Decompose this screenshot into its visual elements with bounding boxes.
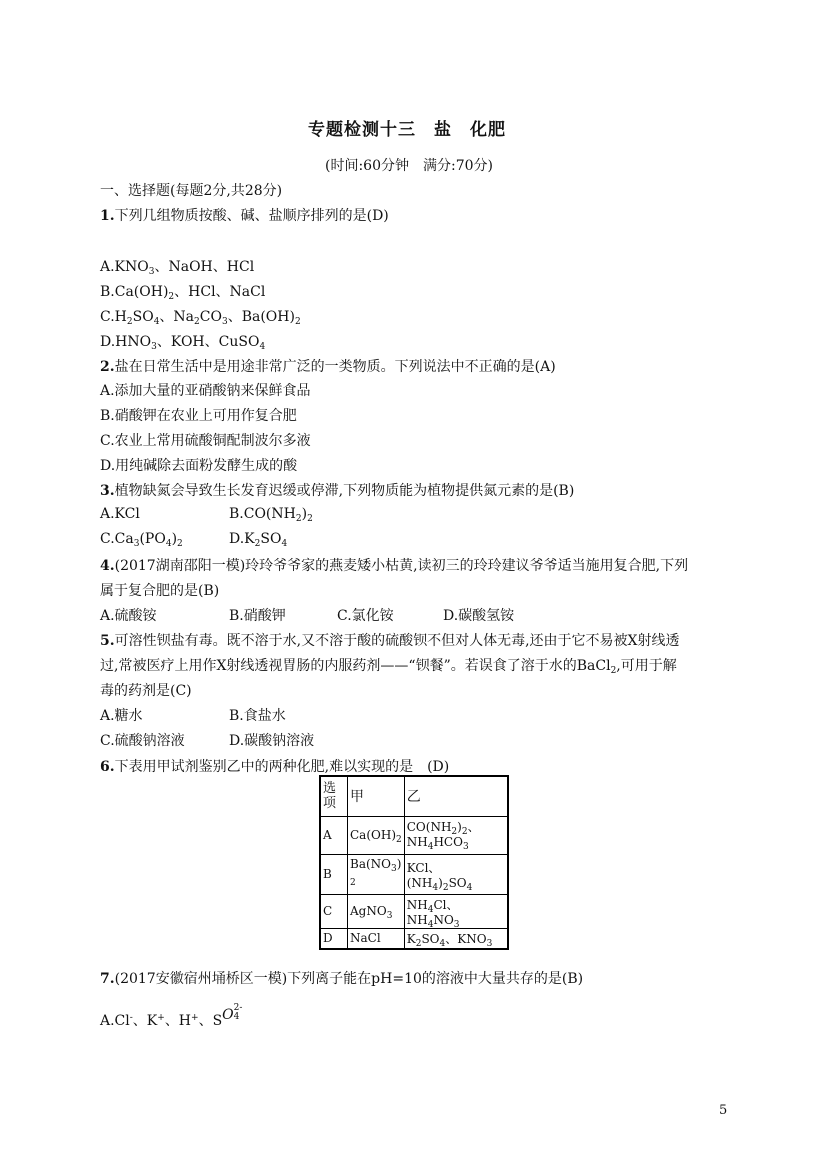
text: 、HCl、NaCl <box>174 284 266 300</box>
cell-yi <box>404 816 508 854</box>
text: Ca(OH) <box>350 828 397 842</box>
cell-yi <box>404 854 508 894</box>
text: A.KNO <box>100 259 149 275</box>
header-option: 选项 <box>320 776 348 816</box>
question-1 <box>100 205 389 225</box>
subscript: 2 <box>415 938 422 949</box>
question-6 <box>100 756 449 776</box>
ion-charge-stack <box>234 1004 243 1022</box>
text: 、H <box>164 1013 192 1029</box>
superscript: - <box>129 1013 133 1023</box>
question-number: 6. <box>100 759 115 775</box>
cell-jia <box>348 816 405 854</box>
question-2 <box>100 356 556 376</box>
subscript: 3 <box>133 539 140 549</box>
subscript: 2 <box>294 317 301 327</box>
subscript: 3 <box>391 864 397 874</box>
question-3 <box>100 480 574 500</box>
subscript: 4 <box>432 882 439 893</box>
question-4-line2: 属于复合肥的是(B) <box>100 583 220 599</box>
text: ) <box>457 820 462 834</box>
subscript: 3 <box>486 938 493 949</box>
text: O <box>222 1007 234 1023</box>
text: 、NaOH、HCl <box>154 259 255 275</box>
subscript: 2 <box>177 539 183 549</box>
q5-option-c: C.硫酸钠溶液 <box>100 733 185 749</box>
text: NO <box>433 912 454 927</box>
subscript: 2 <box>442 882 449 893</box>
table-row <box>320 816 508 854</box>
q2-option-b: B.硝酸钾在农业上可用作复合肥 <box>100 408 297 424</box>
q3-option-d <box>229 531 287 547</box>
text: SO <box>421 931 440 946</box>
text: 过,常被医疗上用作X射线透视胃肠的内服药剂——“钡餐”。若误食了溶于水的BaCl <box>100 658 611 674</box>
table-header-row <box>320 776 508 816</box>
text: D.HNO <box>100 334 152 350</box>
text: CO <box>199 309 222 325</box>
question-stem: 下列几组物质按酸、碱、盐顺序排列的是(D) <box>114 208 389 224</box>
subscript: 4 <box>427 842 434 852</box>
question-number: 1. <box>100 208 115 224</box>
subscript: 3 <box>453 919 460 930</box>
text: SO <box>448 875 467 890</box>
q4-option-a: A.硫酸铵 <box>100 608 157 624</box>
subscript: 3 <box>386 911 393 921</box>
header-yi: 乙 <box>404 776 508 816</box>
subscript: 2 <box>396 835 402 845</box>
table-row <box>320 894 508 928</box>
q1-option-c <box>100 306 301 326</box>
text: ) <box>396 857 402 871</box>
text: 、KNO <box>445 931 487 946</box>
question-number: 5. <box>100 633 115 649</box>
text: C.Ca <box>100 531 134 547</box>
question-4 <box>100 555 688 575</box>
q1-option-b <box>100 281 265 301</box>
subscript: 4 <box>439 938 446 949</box>
subscript: 2 <box>254 539 261 549</box>
question-5-line2 <box>100 655 677 675</box>
question-stem: 盐在日常生活中是用途非常广泛的一类物质。下列说法中不正确的是(A) <box>114 359 556 375</box>
text: A.Cl <box>100 1013 130 1029</box>
q1-option-a <box>100 256 254 276</box>
q2-option-a: A.添加大量的亚硝酸钠来保鲜食品 <box>100 383 311 399</box>
subscript: 4 <box>281 539 288 549</box>
question-number: 4. <box>100 558 115 574</box>
q1-option-d <box>100 331 265 351</box>
q4-option-b: B.硝酸钾 <box>229 608 286 624</box>
subscript: 4 <box>427 904 434 915</box>
q7-option-a <box>100 1003 243 1030</box>
subscript: 2 <box>610 666 617 676</box>
header-jia: 甲 <box>348 776 405 816</box>
page-title: 专题检测十三 盐 化肥 <box>308 120 506 140</box>
q5-option-a: A.糖水 <box>100 708 143 724</box>
q4-option-d: D.碳酸氢铵 <box>443 608 515 624</box>
exam-meta: (时间:60分钟 满分:70分) <box>325 158 493 174</box>
text: Ba(NO <box>350 857 391 871</box>
question-stem: (2017安徽宿州埇桥区一模)下列离子能在pH=10的溶液中大量共存的是(B) <box>114 971 584 987</box>
text: B.Ca(OH) <box>100 284 169 300</box>
q2-option-d: D.用纯碱除去面粉发酵生成的酸 <box>100 458 298 474</box>
cell-yi <box>404 928 508 949</box>
subscript: 3 <box>148 267 155 277</box>
text: C.H <box>100 309 127 325</box>
text: KCl、(NH <box>406 860 441 890</box>
subscript: 4 <box>153 317 160 327</box>
q3-option-b <box>229 506 313 522</box>
text: NH <box>406 835 428 849</box>
subscript: 4 <box>466 882 473 893</box>
q2-option-c: C.农业上常用硫酸铜配制波尔多液 <box>100 433 311 449</box>
subscript: 2 <box>461 827 468 837</box>
question-number: 7. <box>100 971 115 987</box>
row-label: A <box>320 816 348 854</box>
subscript: 3 <box>151 342 157 352</box>
text: ) <box>438 875 443 890</box>
subscript: 3 <box>462 842 469 852</box>
subscript: 2 <box>126 317 133 327</box>
cell-jia <box>348 894 405 928</box>
text: D.K <box>229 531 255 547</box>
subscript: 2 <box>168 292 175 302</box>
text: AgNO <box>350 904 387 918</box>
text: ) <box>171 531 178 547</box>
subscript: 4 <box>233 1012 240 1022</box>
question-stem: 下表用甲试剂鉴别乙中的两种化肥,难以实现的是 (D) <box>114 759 450 775</box>
subscript: 2 <box>194 317 200 327</box>
text: ,可用于解 <box>616 658 677 674</box>
superscript: 2- <box>233 1003 243 1013</box>
text: 2 <box>350 878 356 888</box>
page-number: 5 <box>719 1103 728 1118</box>
question-number: 3. <box>100 483 115 499</box>
text: (PO <box>139 531 166 547</box>
text: 、Na <box>159 309 195 325</box>
text: CO(NH <box>406 820 452 834</box>
q5-option-b: B.食盐水 <box>229 708 286 724</box>
text: SO <box>132 309 154 325</box>
reagent-table <box>319 775 509 950</box>
text: SO <box>260 531 282 547</box>
section-heading: 一、选择题(每题2分,共28分) <box>100 183 283 199</box>
table-row <box>320 928 508 949</box>
question-5-line3: 毒的药剂是(C) <box>100 683 192 699</box>
subscript: 2 <box>451 827 458 837</box>
row-label: D <box>320 928 348 949</box>
question-stem: 植物缺氮会导致生长发育迟缓或停滞,下列物质能为植物提供氮元素的是(B) <box>114 483 575 499</box>
text: 、K <box>132 1013 158 1029</box>
text: HCO <box>433 835 463 849</box>
row-label: B <box>320 854 348 894</box>
row-label: C <box>320 894 348 928</box>
question-5 <box>100 630 680 650</box>
question-stem: (2017湖南邵阳一模)玲玲爷爷家的燕麦矮小枯黄,读初三的玲玲建议爷爷适当施用复合肥,下列 <box>114 558 689 574</box>
superscript: + <box>191 1013 199 1023</box>
text: 、 <box>467 820 480 834</box>
question-7 <box>100 968 583 988</box>
question-stem: 可溶性钡盐有毒。既不溶于水,又不溶于酸的硫酸钡不但对人体无毒,还由于它不易被X射线透 <box>114 633 680 649</box>
cell-jia: NaCl <box>348 928 405 949</box>
subscript: 2 <box>295 514 302 524</box>
q5-option-d: D.碳酸钠溶液 <box>229 733 315 749</box>
subscript: 3 <box>221 317 228 327</box>
cell-jia <box>348 854 405 894</box>
text: NH <box>406 897 428 912</box>
subscript: 4 <box>259 342 266 352</box>
text: Cl、NH <box>406 897 459 927</box>
text: K <box>406 931 416 946</box>
q4-option-c: C.氯化铵 <box>337 608 394 624</box>
table-row <box>320 854 508 894</box>
text: ) <box>301 506 308 522</box>
question-number: 2. <box>100 359 115 375</box>
text: 、S <box>198 1013 223 1029</box>
q3-option-c <box>100 531 183 547</box>
subscript: 4 <box>165 539 172 549</box>
subscript: 4 <box>427 919 434 930</box>
text: 、KOH、CuSO <box>156 334 260 350</box>
superscript: + <box>157 1013 165 1023</box>
text: B.CO(NH <box>229 506 296 522</box>
subscript: 2 <box>307 514 313 524</box>
q3-option-a: A.KCl <box>100 506 140 522</box>
cell-yi <box>404 894 508 928</box>
text: 、Ba(OH) <box>227 309 295 325</box>
